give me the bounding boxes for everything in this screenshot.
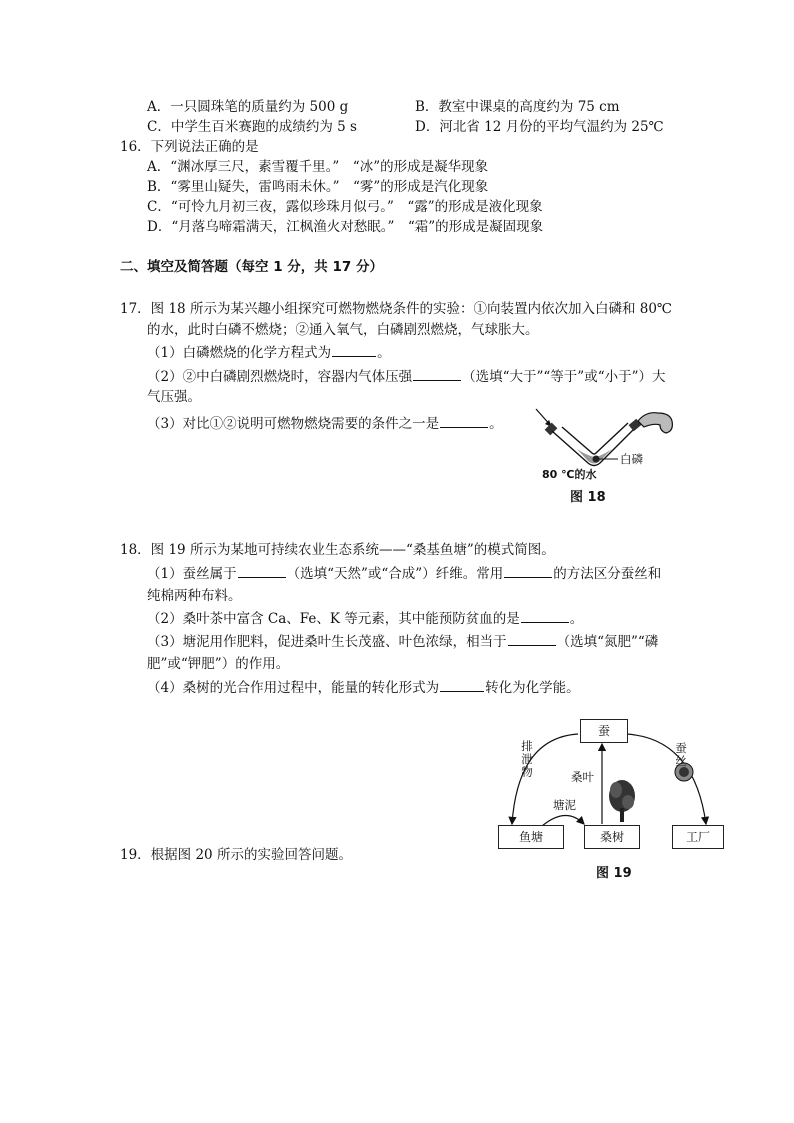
- q18-part3-tail: （选填“氮肥”“磷: [556, 634, 659, 650]
- label-pond-mud: 塘泥: [553, 798, 576, 812]
- q18-part2-text: （2）桑叶茶中富含 Ca、Fe、K 等元素，其中能预防贫血的是: [147, 611, 520, 627]
- section-heading: 二、填空及简答题（每空 1 分，共 17 分）: [120, 259, 383, 275]
- q17-part1-text: （1）白磷燃烧的化学方程式为: [147, 345, 332, 361]
- q17-part3-text: （3）对比①②说明可燃物燃烧需要的条件之一是: [147, 416, 440, 432]
- q18-part3: [147, 632, 658, 651]
- q17-stem-line2: 的水，此时白磷不燃烧；②通入氧气，白磷剧烈燃烧，气球胀大。: [147, 322, 539, 338]
- answer-blank[interactable]: [413, 367, 461, 381]
- answer-blank[interactable]: [440, 678, 484, 692]
- q17-stem-line1: 17．图 18 所示为某兴趣小组探究可燃物燃烧条件的实验：①向装置内依次加入白磷和 80℃: [120, 301, 673, 317]
- label-silk: 蚕丝: [675, 741, 687, 768]
- q18-part1: [147, 564, 661, 583]
- answer-blank[interactable]: [440, 414, 488, 428]
- q16-stem: 16．下列说法正确的是: [120, 139, 259, 155]
- label-mulberry-leaf: 桑叶: [571, 770, 594, 784]
- q18-stem: 18．图 19 所示为某地可持续农业生态系统——“桑基鱼塘”的模式简图。: [120, 542, 555, 558]
- label-excrement: 排泄物: [521, 739, 533, 779]
- answer-blank[interactable]: [238, 564, 286, 578]
- q17-part2-cont: 气压强。: [147, 389, 201, 405]
- answer-blank[interactable]: [521, 609, 569, 623]
- q15-option-b: B．教室中课桌的高度约为 75 cm: [415, 99, 620, 115]
- q18-part4-text: （4）桑树的光合作用过程中，能量的转化形式为: [147, 680, 440, 696]
- label-white-phosphorus: 白磷: [620, 452, 643, 466]
- tree-icon: [609, 780, 635, 822]
- q15-option-d: D．河北省 12 月份的平均气温约为 25℃: [415, 119, 664, 135]
- balloon: [638, 413, 672, 433]
- q18-part2-end: 。: [569, 611, 584, 627]
- q17-part1-end: 。: [377, 345, 391, 361]
- figure-18-apparatus: [530, 405, 690, 473]
- q17-part2-text: （2）②中白磷剧烈燃烧时，容器内气体压强: [147, 369, 413, 385]
- q15-option-a: A．一只圆珠笔的质量约为 500 g: [147, 99, 349, 115]
- q18-part1-text: （1）蚕丝属于: [147, 566, 237, 582]
- q18-part4: [147, 678, 580, 697]
- q18-part3-text: （3）塘泥用作肥料，促进桑叶生长茂盛、叶色浓绿，相当于: [147, 634, 507, 650]
- q18-part2: [147, 609, 583, 628]
- label-hot-water: 80 ℃的水: [542, 468, 597, 481]
- q18-part1-cont: 纯棉两种布料。: [147, 588, 242, 604]
- arrow-silk: [626, 734, 706, 824]
- q18-part1-tail: 的方法区分蚕丝和: [553, 566, 662, 582]
- white-phosphorus: [593, 456, 600, 463]
- q16-option-b: B．“雾里山疑失，雷鸣雨未休。” “雾”的形成是汽化现象: [147, 179, 489, 195]
- q16-option-a: A．“渊冰厚三尺，素雪覆千里。” “冰”的形成是凝华现象: [147, 159, 489, 175]
- node-fishpond: 鱼塘: [498, 825, 564, 849]
- figure-19-caption: 图 19: [596, 866, 632, 881]
- q17-part1: [147, 343, 391, 362]
- node-mulberry-tree: 桑树: [584, 825, 640, 849]
- q18-part1-mid: （选填“天然”或“合成”）纤维。常用: [286, 566, 504, 582]
- answer-blank[interactable]: [508, 632, 556, 646]
- q17-part2-tail: （选填“大于”“等于”或“小于”）大: [462, 369, 666, 385]
- node-silkworm: 蚕: [580, 719, 628, 743]
- figure-18-caption: 图 18: [570, 490, 606, 505]
- q19-stem: 19．根据图 20 所示的实验回答问题。: [120, 847, 352, 863]
- q18-part4-tail: 转化为化学能。: [485, 680, 580, 696]
- q16-option-c: C．“可怜九月初三夜，露似珍珠月似弓。” “露”的形成是液化现象: [147, 199, 543, 215]
- answer-blank[interactable]: [504, 564, 552, 578]
- answer-blank[interactable]: [332, 343, 376, 357]
- q17-part2: [147, 367, 666, 386]
- q18-part3-cont: 肥”或“钾肥”）的作用。: [147, 656, 290, 672]
- q15-option-c: C．中学生百米赛跑的成绩约为 5 s: [147, 119, 357, 135]
- q17-part3-end: 。: [489, 416, 503, 432]
- node-factory: 工厂: [672, 825, 724, 849]
- q16-option-d: D．“月落乌啼霜满天，江枫渔火对愁眠。” “霜”的形成是凝固现象: [147, 219, 544, 235]
- q17-part3: [147, 414, 503, 433]
